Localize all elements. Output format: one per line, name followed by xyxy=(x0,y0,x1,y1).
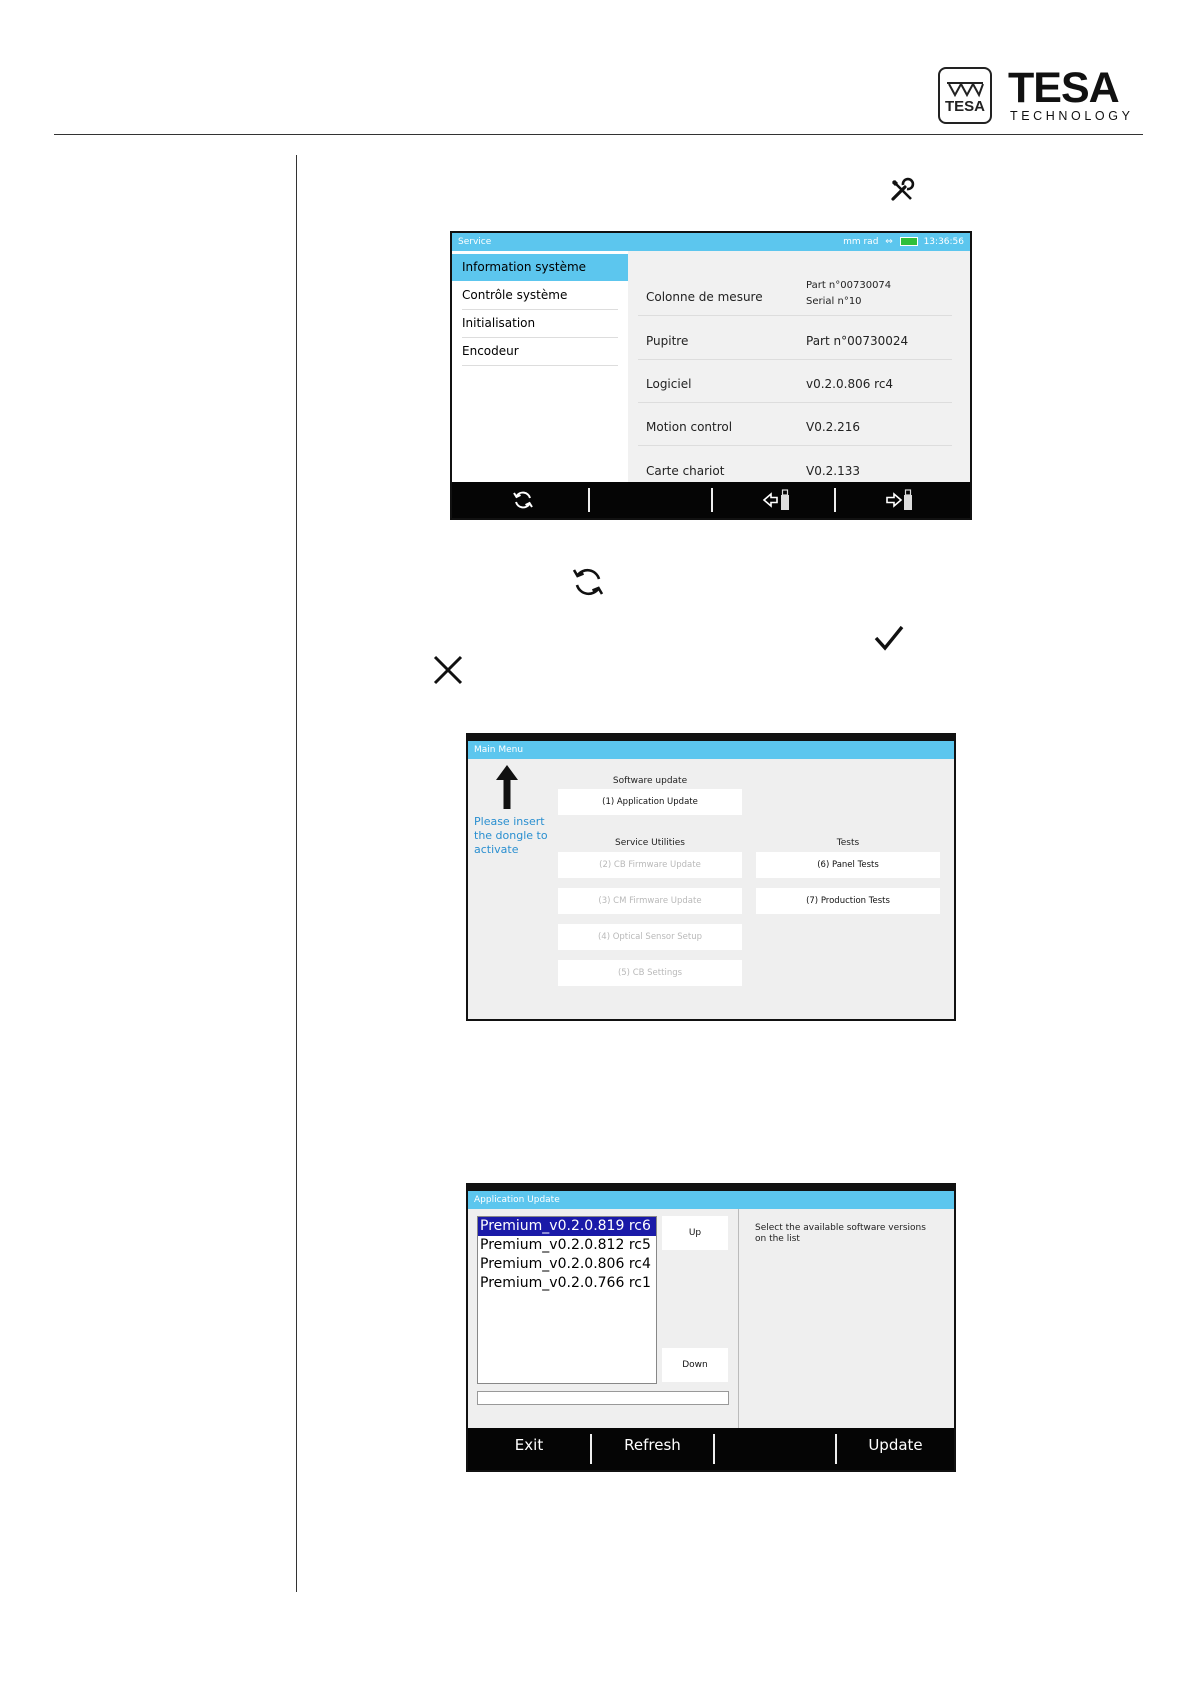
usb-export-icon[interactable] xyxy=(885,488,915,512)
info-label: Logiciel xyxy=(646,377,692,391)
application-update-button[interactable]: (1) Application Update xyxy=(558,789,742,815)
help-panel xyxy=(738,1209,954,1428)
main-menu-title: Main Menu xyxy=(474,745,524,755)
close-icon xyxy=(432,654,464,686)
service-screen xyxy=(450,231,972,520)
main-menu-screen xyxy=(466,733,956,1021)
down-button[interactable]: Down xyxy=(662,1348,728,1382)
info-value: Part n°00730024 xyxy=(806,334,909,348)
info-value: V0.2.216 xyxy=(806,420,861,434)
menu-item-initialisation[interactable]: Initialisation xyxy=(462,316,536,330)
version-panel xyxy=(468,1209,738,1428)
menu-item-encoder[interactable]: Encodeur xyxy=(462,344,519,358)
info-value: V0.2.133 xyxy=(806,464,861,478)
optical-sensor-setup-button[interactable]: (4) Optical Sensor Setup xyxy=(558,924,742,950)
menu-item-system-control[interactable]: Contrôle système xyxy=(462,288,568,302)
update-button[interactable]: Update xyxy=(868,1436,923,1454)
service-title-bar xyxy=(452,233,970,251)
service-utilities-heading: Service Utilities xyxy=(615,838,685,848)
panel-tests-button[interactable]: (6) Panel Tests xyxy=(756,852,940,878)
arrow-up-icon xyxy=(494,763,520,811)
production-tests-button[interactable]: (7) Production Tests xyxy=(756,888,940,914)
usb-status-icon: ⇔ xyxy=(885,237,893,247)
info-value: Part n°00730074 xyxy=(806,280,892,291)
up-button[interactable]: Up xyxy=(662,1216,728,1250)
service-menu xyxy=(452,251,629,482)
app-update-title: Application Update xyxy=(474,1195,560,1205)
divider xyxy=(462,365,618,366)
service-title: Service xyxy=(458,237,492,247)
refresh-icon xyxy=(571,565,605,599)
tests-heading: Tests xyxy=(836,838,860,848)
service-bottom-bar xyxy=(452,482,970,518)
main-menu-body xyxy=(468,759,954,1019)
divider xyxy=(638,402,952,403)
menu-item-system-info[interactable]: Information système xyxy=(452,254,628,281)
svg-text:TESA: TESA xyxy=(944,98,986,115)
version-list[interactable] xyxy=(477,1216,657,1384)
divider xyxy=(638,315,952,316)
units-indicator: mm rad xyxy=(843,237,879,247)
info-label: Carte chariot xyxy=(646,464,725,478)
info-value: v0.2.0.806 rc4 xyxy=(806,377,894,391)
app-update-bottom-bar xyxy=(468,1428,954,1470)
separator xyxy=(713,1434,715,1464)
info-value-serial: Serial n°10 xyxy=(806,296,862,307)
logo-wordmark: TESA xyxy=(1008,64,1119,112)
cm-firmware-update-button[interactable]: (3) CM Firmware Update xyxy=(558,888,742,914)
info-label: Colonne de mesure xyxy=(646,290,763,304)
version-list-item[interactable]: Premium_v0.2.0.812 rc5 xyxy=(480,1237,651,1253)
version-list-item[interactable]: Premium_v0.2.0.806 rc4 xyxy=(480,1256,651,1272)
divider xyxy=(638,359,952,360)
main-menu-title-bar xyxy=(468,741,954,759)
usb-import-icon[interactable] xyxy=(762,488,792,512)
separator xyxy=(588,488,590,512)
cb-settings-button[interactable]: (5) CB Settings xyxy=(558,960,742,986)
help-text: Select the available software versions on the list xyxy=(755,1223,926,1244)
progress-bar xyxy=(477,1391,729,1405)
check-icon xyxy=(873,624,905,652)
divider xyxy=(638,445,952,446)
dongle-hint: Please insert the dongle to activate xyxy=(474,815,548,856)
version-list-item[interactable]: Premium_v0.2.0.766 rc1 xyxy=(480,1275,651,1291)
info-label: Pupitre xyxy=(646,334,689,348)
refresh-icon[interactable] xyxy=(512,489,534,511)
tesa-logo-emblem xyxy=(938,67,992,124)
service-info-panel xyxy=(628,251,970,482)
header-rule xyxy=(54,134,1143,135)
tools-icon xyxy=(889,177,915,203)
cb-firmware-update-button[interactable]: (2) CB Firmware Update xyxy=(558,852,742,878)
software-update-heading: Software update xyxy=(612,776,688,786)
application-update-screen xyxy=(466,1183,956,1472)
app-update-title-bar xyxy=(468,1191,954,1209)
info-label: Motion control xyxy=(646,420,733,434)
margin-rule xyxy=(296,155,297,1592)
battery-icon xyxy=(900,237,918,246)
separator xyxy=(834,488,836,512)
refresh-button[interactable]: Refresh xyxy=(624,1436,681,1454)
exit-button[interactable]: Exit xyxy=(514,1436,544,1454)
separator xyxy=(711,488,713,512)
version-list-item[interactable]: Premium_v0.2.0.819 rc6 xyxy=(478,1217,656,1236)
clock: 13:36:56 xyxy=(923,237,964,247)
logo-tagline: TECHNOLOGY xyxy=(1010,109,1134,123)
